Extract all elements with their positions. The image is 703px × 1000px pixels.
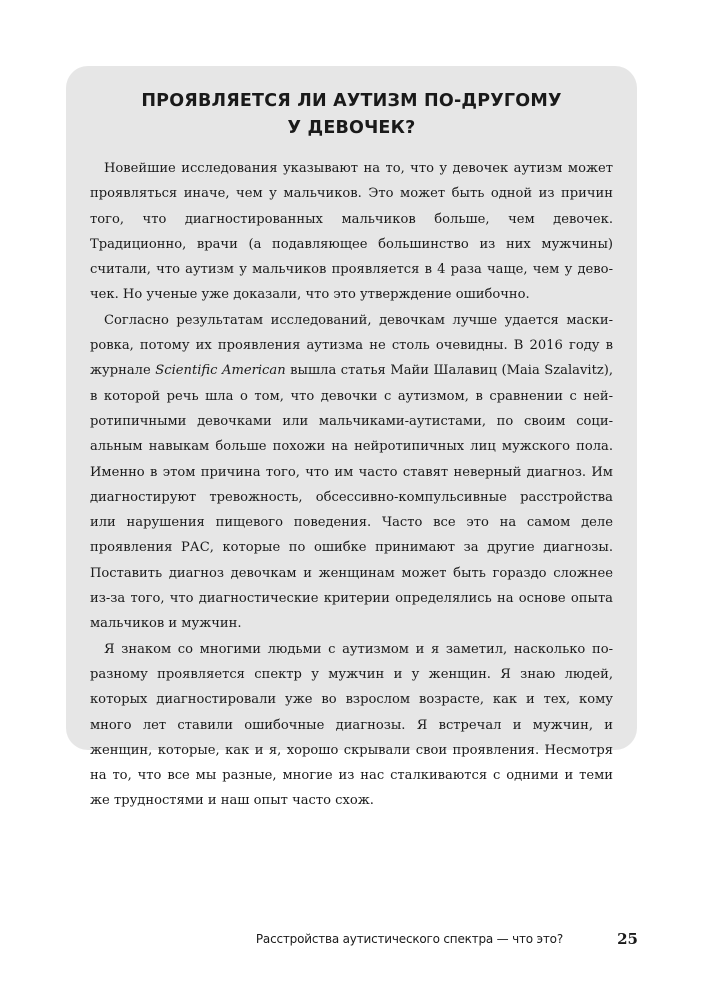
paragraph-3-text: Я знаком со многими людьми с аутизмом и я заметил, насколько по-разному проявляется спектр у мужчин и у женщин. Я знаю людей, которых диагностировали уже во взрослом возрасте, как и тех, кому много лет ставили ошибочные диагнозы. Я встречал и мужчин, и женщин, которые, как и я, хорошо скрывали свои проявления. Несмотря на то, что все мы разные, многие из нас сталкиваются с одними и теми же трудностями и наш опыт часто схож. bbox=[90, 641, 613, 809]
paragraph-1 bbox=[90, 156, 613, 308]
paragraph-3 bbox=[90, 637, 613, 814]
sidebar-body bbox=[90, 156, 613, 814]
paragraph-2 bbox=[90, 308, 613, 637]
page-footer bbox=[0, 930, 703, 954]
sidebar-title bbox=[90, 88, 613, 142]
sidebar-title-line-1: ПРОЯВЛЯЕТСЯ ЛИ АУТИЗМ ПО-ДРУГОМУ bbox=[141, 91, 562, 111]
paragraph-2-text-end: вышла статья Майи Шалавиц (Maia Szalavitz), в которой речь шла о том, что девочки с аутизмом, в сравнении с нейротипичными девочками или мальчиками-аутистами, по своим социальным навыкам больше похожи на нейротипичных лиц мужского пола. Именно в этом причина того, что им часто ставят неверный диагноз. Им диагностируют тревожность, обсессивно-компульсивные расстройства или нарушения пищевого поведения. Часто все это на самом деле проявления РАС, которые по ошибке принимают за другие диагнозы. Поставить диагноз девочкам и женщинам может быть гораздо сложнее из-за того, что диагностические критерии определялись на основе опыта мальчиков и мужчин. bbox=[90, 363, 613, 632]
journal-title: Scientific American bbox=[155, 363, 286, 379]
paragraph-1-text: Новейшие исследования указывают на то, что у девочек аутизм может проявляться иначе, чем у мальчиков. Это может быть одной из причин того, что диагностированных мальчиков больше, чем девочек. Традиционно, врачи (а подавляющее большинство из них мужчины) считали, что аутизм у мальчиков проявляется в 4 раза чаще, чем у девочек. Но ученые уже доказали, что это утверждение ошибочно. bbox=[90, 161, 613, 303]
sidebar-box bbox=[66, 66, 637, 809]
page-number: 25 bbox=[617, 930, 638, 948]
running-head: Расстройства аутистического спектра — что это? bbox=[255, 932, 563, 946]
sidebar-title-line-2: У ДЕВОЧЕК? bbox=[287, 118, 416, 138]
paragraph-2-text-start: Согласно результатам исследований, девочкам лучше удается маскировка, потому их проявления аутизма не столь очевидны. В 2016 году в журнале bbox=[90, 312, 613, 379]
